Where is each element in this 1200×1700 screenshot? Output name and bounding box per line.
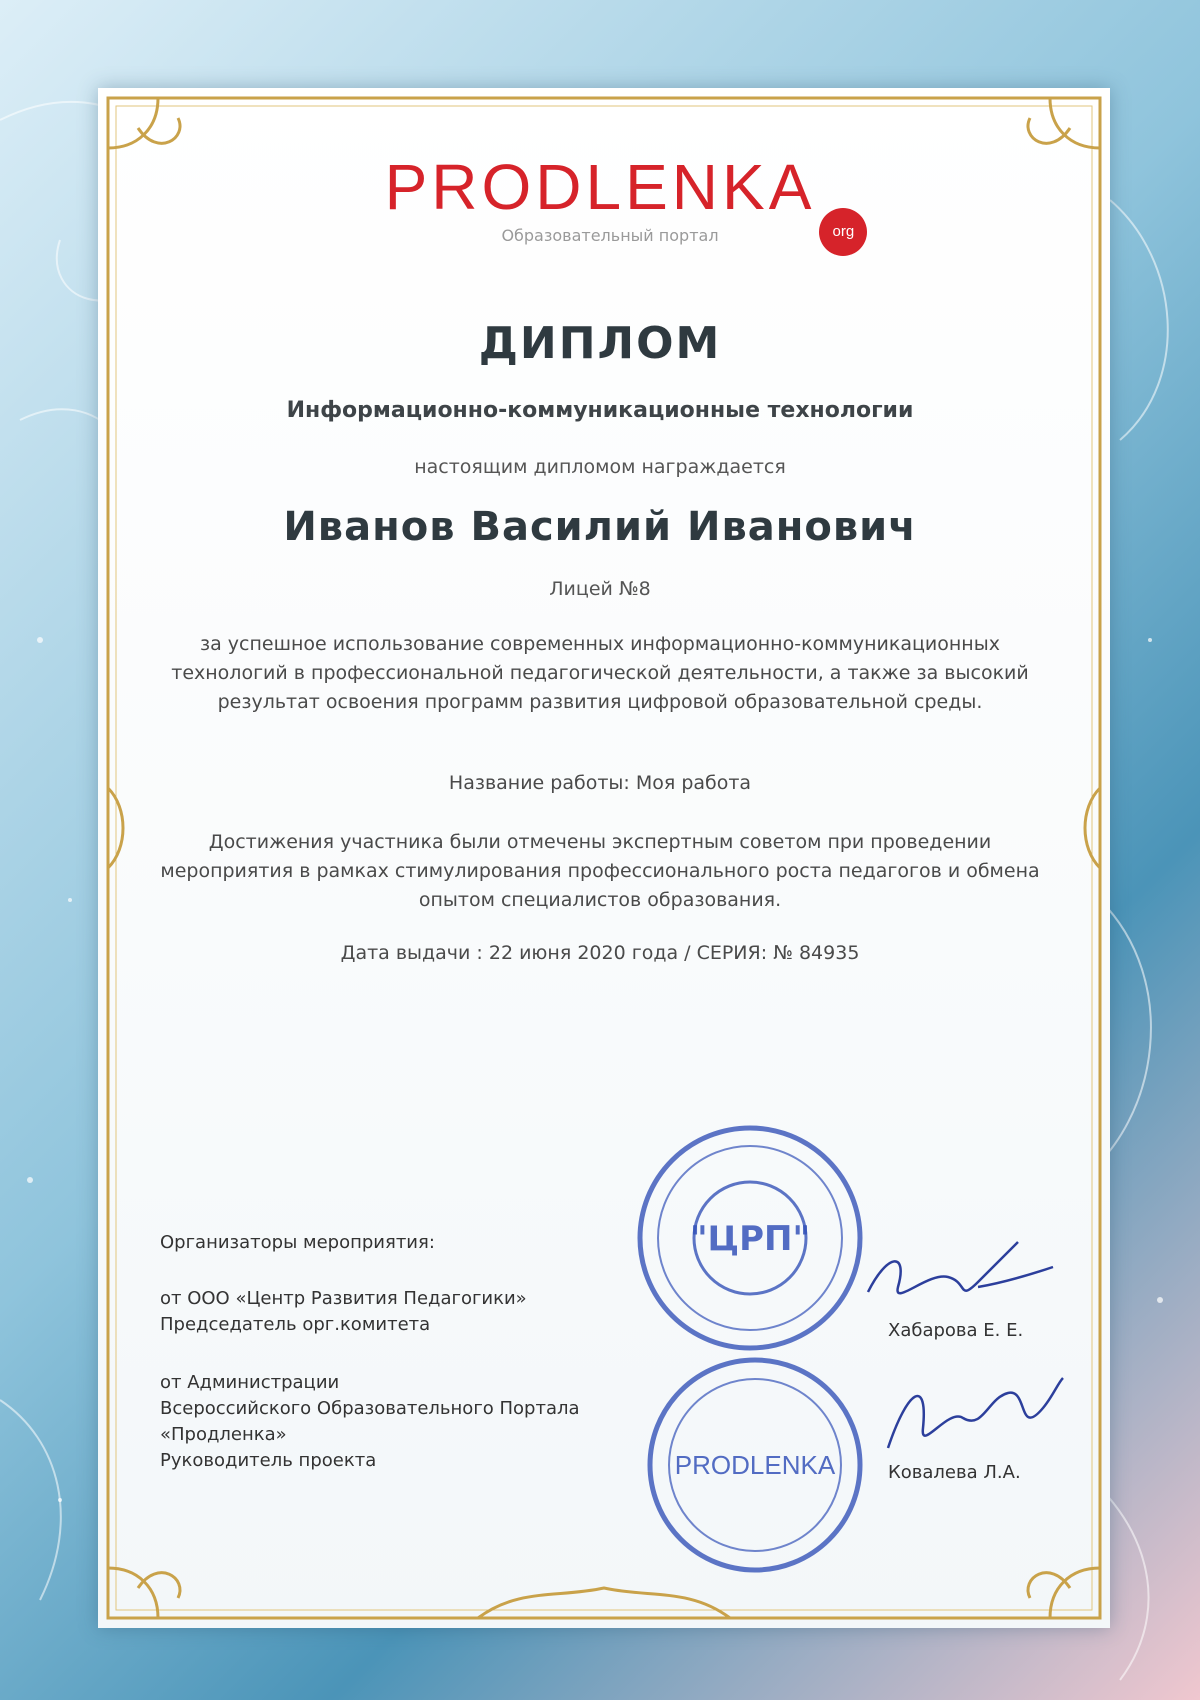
organizer-1-line1: от ООО «Центр Развития Педагогики» — [160, 1288, 527, 1309]
organizer-2-line3: «Продленка» — [160, 1424, 287, 1445]
logo-org-badge: org — [819, 208, 867, 256]
award-reason: за успешное использование современных информационно-коммуникационных технологий в профессиональной педагогической деятельности, а также за высокий результат освоения программ развития цифровой образовательной среды. — [171, 633, 1029, 713]
signature-1 — [858, 1232, 1058, 1322]
diploma-title: ДИПЛОМ — [478, 318, 722, 369]
crp-stamp-text: "ЦРП" — [689, 1219, 811, 1259]
diploma-subject: Информационно-коммуникационные технологии — [286, 398, 914, 423]
organizer-2-line2: Всероссийского Образовательного Портала — [160, 1398, 580, 1419]
organizer-block-2 — [160, 1370, 580, 1474]
award-line: настоящим дипломом награждается — [414, 456, 786, 478]
organizer-1-line2: Председатель орг.комитета — [160, 1314, 431, 1335]
organizer-block-1 — [160, 1286, 527, 1338]
logo-tagline: Образовательный портал — [501, 226, 719, 245]
logo-name: PRODLENKA — [384, 151, 816, 223]
organizers-heading: Организаторы мероприятия: — [160, 1232, 435, 1253]
crp-stamp — [630, 1118, 870, 1358]
signer-2-name: Ковалева Л.А. — [888, 1462, 1021, 1483]
issue-date-series: Дата выдачи : 22 июня 2020 года / СЕРИЯ: № 84935 — [340, 942, 860, 964]
recipient-organization: Лицей №8 — [549, 578, 651, 600]
organizer-2-line1: от Администрации — [160, 1372, 340, 1393]
recipient-name: Иванов Василий Иванович — [283, 504, 917, 550]
work-title: Название работы: Моя работа — [448, 772, 752, 794]
prodlenka-stamp — [640, 1350, 870, 1580]
achievement-text: Достижения участника были отмечены экспертным советом при проведении мероприятия в рамках стимулирования профессионального роста педагогов и обмена опытом специалистов образования. — [160, 831, 1040, 911]
signature-2 — [868, 1368, 1068, 1468]
signer-1-name: Хабарова Е. Е. — [888, 1320, 1024, 1341]
organizer-2-line4: Руководитель проекта — [160, 1450, 377, 1471]
prodlenka-stamp-text: PRODLENKA — [674, 1450, 836, 1480]
prodlenka-logo — [0, 150, 1200, 245]
